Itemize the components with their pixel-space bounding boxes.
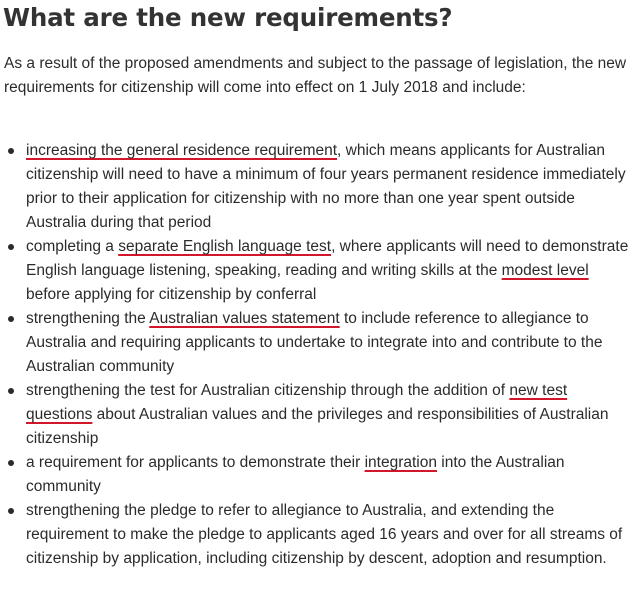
list-item — [0, 379, 640, 451]
list-item-text: strengthening the test for Australian citizenship through the addition of — [26, 382, 510, 399]
annotated-phrase: increasing the general residence requirement — [26, 142, 338, 159]
list-item-text: strengthening the — [26, 310, 150, 327]
bullet-icon — [8, 508, 14, 514]
page-heading: What are the new requirements? — [3, 3, 453, 32]
bullet-icon — [8, 316, 14, 322]
bullet-icon — [8, 388, 14, 394]
annotated-phrase: modest level — [501, 262, 589, 279]
annotated-phrase: separate English language test — [118, 238, 332, 255]
list-item-text: a requirement for applicants to demonstrate their — [26, 454, 365, 471]
list-item-text: , which means applicants for Australian citizenship will need to have a minimum of four years permanent residence immediately prior to their application for citizenship with no more than one year spent outside Australia during that period — [26, 142, 626, 231]
list-item — [0, 451, 640, 499]
list-item-text: before applying for citizenship by conferral — [26, 286, 317, 303]
bullet-icon — [8, 460, 14, 466]
annotated-phrase: new test questions — [26, 382, 568, 423]
intro-paragraph: As a result of the proposed amendments and subject to the passage of legislation, the new requirements for citizenship will come into effect on 1 July 2018 and include: — [4, 55, 627, 96]
requirements-list — [0, 139, 640, 571]
bullet-icon — [8, 244, 14, 250]
list-item-text: completing a — [26, 238, 119, 255]
list-item-text: strengthening the pledge to refer to allegiance to Australia, and extending the requirement to make the pledge to applicants aged 16 years and over for all streams of citizenship by application, including citizenship by descent, adoption and resumption. — [26, 502, 623, 567]
annotated-phrase: Australian values statement — [149, 310, 340, 327]
list-item — [0, 499, 640, 571]
list-item-text: about Australian values and the privileges and responsibilities of Australian citizenship — [26, 406, 609, 447]
list-item — [0, 235, 640, 307]
list-item-text: , where applicants will need to demonstrate English language listening, speaking, reading and writing skills at the — [26, 238, 629, 279]
list-item — [0, 139, 640, 235]
list-item-text: into the Australian community — [26, 454, 565, 495]
list-item — [0, 307, 640, 379]
bullet-icon — [8, 148, 14, 154]
list-item-text: to include reference to allegiance to Australia and requiring applicants to undertake to integrate into and contribute to the Australian community — [26, 310, 603, 375]
annotated-phrase: integration — [364, 454, 437, 471]
